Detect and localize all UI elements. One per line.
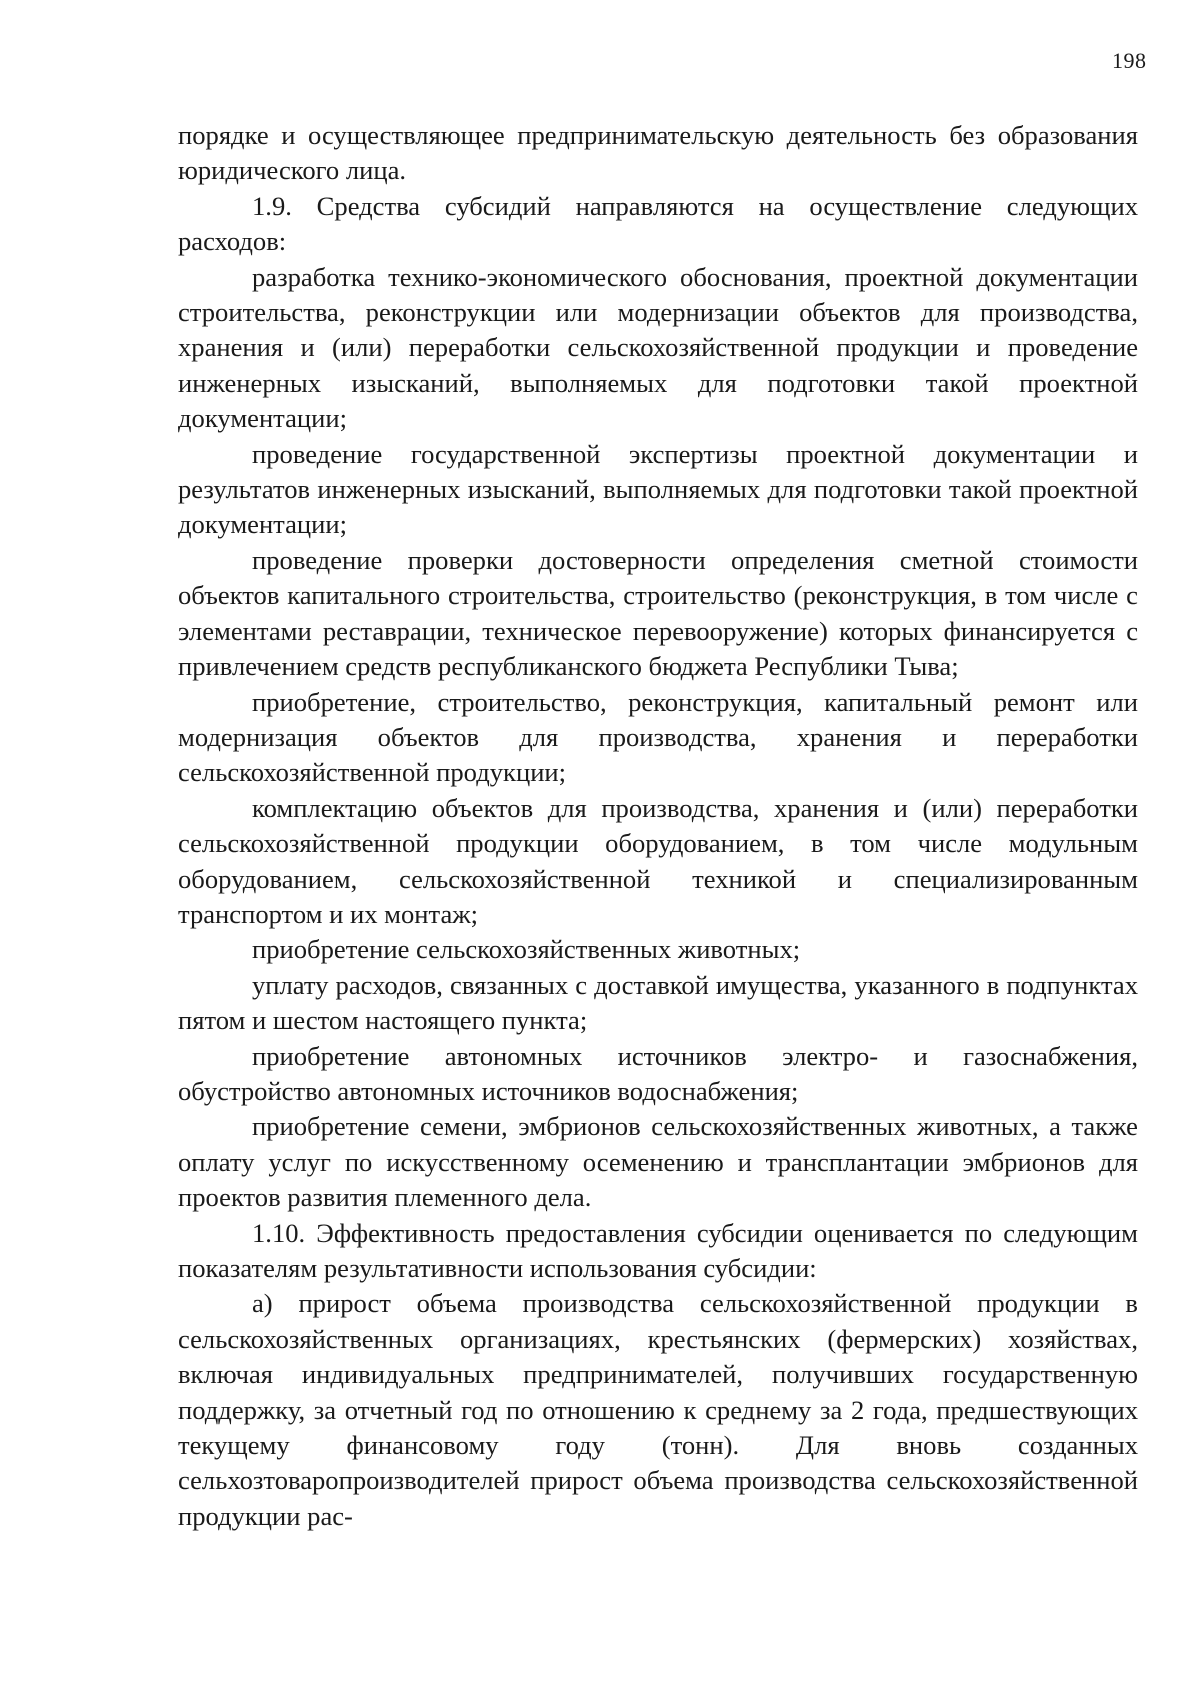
page-number: 198 xyxy=(1112,48,1147,73)
list-item-autonomous-supply: приобретение автономных источников электро- и газоснабжения, обустройство автономных источников водоснабжения; xyxy=(178,1040,1138,1106)
list-item-equipment: комплектацию объектов для производства, хранения и (или) переработки сельскохозяйственной продукции оборудованием, в том числе модульным оборудованием, сельскохозяйственной техникой и специализированным транспортом и их монтаж; xyxy=(178,792,1138,929)
paragraph-continuation: порядке и осуществляющее предпринимательскую деятельность без образования юридического лица. xyxy=(178,120,1138,186)
list-item-construction: приобретение, строительство, реконструкция, капитальный ремонт или модернизация объектов для производства, хранения и переработки сельскохозяйственной продукции; xyxy=(178,686,1138,788)
paragraph-1-10: 1.10. Эффективность предоставления субсидии оценивается по следующим показателям результативности использования субсидии: xyxy=(178,1217,1138,1283)
paragraph-1-9: 1.9. Средства субсидий направляются на осуществление следующих расходов: xyxy=(178,190,1138,257)
list-item-state-expertise: проведение государственной экспертизы проектной документации и результатов инженерных изысканий, выполняемых для подготовки такой проектной документации; xyxy=(178,438,1138,540)
list-item-animals: приобретение сельскохозяйственных животных; xyxy=(252,934,801,965)
list-item-delivery: уплату расходов, связанных с доставкой имущества, указанного в подпунктах пятом и шестом настоящего пункта; xyxy=(178,969,1138,1036)
document-body xyxy=(178,118,1138,1534)
list-item-breeding: приобретение семени, эмбрионов сельскохозяйственных животных, а также оплату услуг по искусственному осеменению и трансплантации эмбрионов для проектов развития племенного дела. xyxy=(178,1111,1138,1213)
list-item-feasibility-study: разработка технико-экономического обоснования, проектной документации строительства, реконструкции или модернизации объектов для производства, хранения и (или) переработки сельскохозяйственной продукции и проведение инженерных изысканий, выполняемых для подготовки такой проектной документации; xyxy=(178,261,1138,434)
paragraph-indicator-a: а) прирост объема производства сельскохозяйственной продукции в сельскохозяйственных организациях, крестьянских (фермерских) хозяйствах, включая индивидуальных предпринимателей, получивших государственную поддержку, за отчетный год по отношению к среднему за 2 года, предшествующих текущему финансовому году (тонн). Для вновь созданных сельхозтоваропроизводителей прирост объема производства сельскохозяйственной продукции рас- xyxy=(178,1288,1138,1531)
list-item-cost-verification: проведение проверки достоверности определения сметной стоимости объектов капитального строительства, строительство (реконструкция, в том числе с элементами реставрации, техническое перевооружение) которых финансируется с привлечением средств республиканского бюджета Республики Тыва; xyxy=(178,544,1138,682)
